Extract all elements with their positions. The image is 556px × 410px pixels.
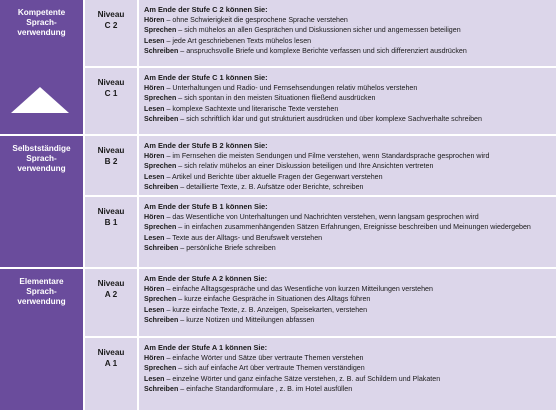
level-a1 [85, 338, 137, 410]
group-competent [0, 0, 83, 134]
skill-line-schreiben: Schreiben – kurze Notizen und Mitteilungen abfassen [144, 315, 315, 324]
level-a2 [85, 269, 137, 336]
skill-line-sprechen: Sprechen – sich mühelos an allen Gesprächen und Diskussionen sicher und angemessen beteiligen [144, 26, 461, 35]
level-word: Niveau [97, 146, 125, 155]
level-description-a1 [139, 338, 556, 410]
level-code: B 2 [104, 156, 118, 166]
level-heading: Am Ende der Stufe A 2 können Sie: [144, 274, 268, 283]
level-word: Niveau [97, 279, 125, 288]
skill-line-lesen: Lesen – kurze einfache Texte, z. B. Anzeigen, Speisekarten, verstehen [144, 305, 368, 314]
skill-line-hoeren: Hören – einfache Wörter und Sätze über vertraute Themen verstehen [144, 354, 364, 363]
skill-line-hoeren: Hören – im Fernsehen die meisten Sendungen und Filme verstehen, wenn Standardsprache gesprochen wird [144, 152, 490, 161]
skill-line-schreiben: Schreiben – anspruchsvolle Briefe und komplexe Berichte verfassen und sich differenziert ausdrücken [144, 46, 467, 55]
skill-line-schreiben: Schreiben – sich schriftlich klar und gut strukturiert ausdrücken und über komplexe Sachverhalte schreiben [144, 114, 482, 123]
skill-line-lesen: Lesen – einzelne Wörter und ganz einfache Sätze verstehen, z. B. auf Schildern und Plakaten [144, 374, 441, 383]
level-heading: Am Ende der Stufe C 1 können Sie: [144, 73, 268, 82]
level-c1 [85, 68, 137, 134]
level-code: C 2 [104, 20, 118, 30]
skill-line-lesen: Lesen – jede Art geschriebenen Texts mühelos lesen [144, 36, 312, 45]
group-independent [0, 136, 83, 267]
level-word: Niveau [97, 348, 125, 357]
skill-line-hoeren: Hören – einfache Alltagsgespräche und das Wesentliche von kurzen Mitteilungen verstehen [144, 285, 433, 294]
level-code: B 1 [104, 217, 118, 227]
level-code: A 1 [104, 358, 118, 368]
level-word: Niveau [97, 78, 125, 87]
skill-line-lesen: Lesen – Texte aus der Alltags- und Berufswelt verstehen [144, 233, 323, 242]
level-description-c1 [139, 68, 556, 134]
level-up-triangle-icon [11, 87, 69, 113]
skill-line-sprechen: Sprechen – sich auf einfache Art über vertraute Themen verständigen [144, 364, 365, 373]
skill-line-hoeren: Hören – das Wesentliche von Unterhaltungen und Nachrichten verstehen, wenn langsam gesprochen wird [144, 213, 479, 222]
group-label: Selbstständige Sprach- verwendung [12, 144, 71, 174]
skill-line-sprechen: Sprechen – sich relativ mühelos an einer Diskussion beteiligen und Ihre Ansichten vertreten [144, 162, 434, 171]
level-description-b1 [139, 197, 556, 267]
skill-line-sprechen: Sprechen – kurze einfache Gespräche in Situationen des Alltags führen [144, 295, 371, 304]
level-heading: Am Ende der Stufe C 2 können Sie: [144, 5, 268, 14]
level-word: Niveau [97, 207, 125, 216]
skill-line-lesen: Lesen – komplexe Sachtexte und literarische Texte verstehen [144, 104, 339, 113]
level-heading: Am Ende der Stufe A 1 können Sie: [144, 343, 268, 352]
level-description-c2 [139, 0, 556, 66]
level-code: A 2 [104, 289, 118, 299]
skill-line-lesen: Lesen – Artikel und Berichte über aktuelle Fragen der Gegenwart verstehen [144, 172, 383, 181]
level-description-a2 [139, 269, 556, 336]
group-label: Kompetente Sprach- verwendung [17, 8, 66, 38]
level-code: C 1 [104, 88, 118, 98]
skill-line-sprechen: Sprechen – in einfachen zusammenhängenden Sätzen Erfahrungen, Ereignisse beschreiben und Meinungen wiedergeben [144, 223, 531, 232]
skill-line-schreiben: Schreiben – einfache Standardformulare , z. B. im Hotel ausfüllen [144, 384, 353, 393]
level-b1 [85, 197, 137, 267]
level-heading: Am Ende der Stufe B 2 können Sie: [144, 141, 268, 150]
skill-line-hoeren: Hören – ohne Schwierigkeit die gesprochene Sprache verstehen [144, 16, 348, 25]
skill-line-hoeren: Hören – Unterhaltungen und Radio- und Fernsehsendungen relativ mühelos verstehen [144, 84, 418, 93]
level-c2 [85, 0, 137, 66]
level-description-b2 [139, 136, 556, 195]
level-heading: Am Ende der Stufe B 1 können Sie: [144, 202, 268, 211]
group-elementary [0, 269, 83, 410]
level-b2 [85, 136, 137, 195]
group-label: Elementare Sprach- verwendung [17, 277, 66, 307]
skill-line-schreiben: Schreiben – persönliche Briefe schreiben [144, 243, 276, 252]
level-word: Niveau [97, 10, 125, 19]
skill-line-sprechen: Sprechen – sich spontan in den meisten Situationen fließend ausdrücken [144, 94, 376, 103]
skill-line-schreiben: Schreiben – detaillierte Texte, z. B. Aufsätze oder Berichte, schreiben [144, 182, 364, 191]
